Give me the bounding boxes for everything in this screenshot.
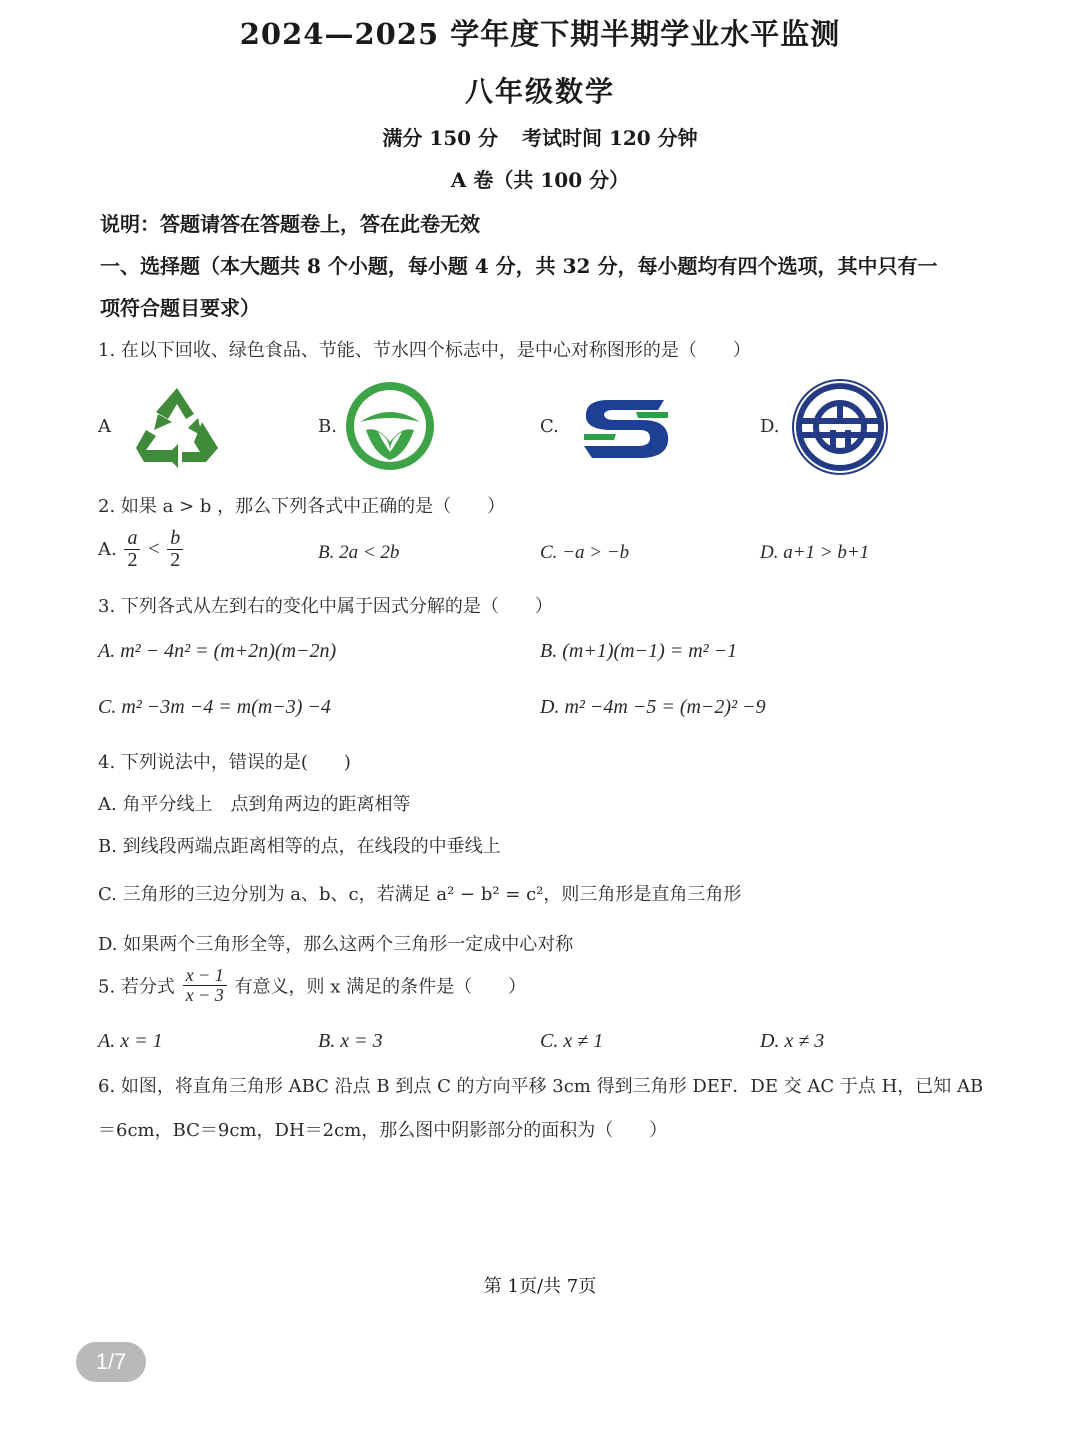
- option-text: C. x ≠ 1: [540, 1030, 604, 1052]
- question-3-option-c: [98, 696, 331, 719]
- option-text: B. x = 3: [318, 1030, 383, 1052]
- numerator: x − 1: [183, 966, 227, 986]
- instructions-note: 说明：答题请答在答题卷上，答在此卷无效: [100, 212, 480, 236]
- question-4-option-b: B. 到线段两端点距离相等的点，在线段的中垂线上: [98, 836, 501, 857]
- question-1-stem: 1. 在以下回收、绿色食品、节能、节水四个标志中，是中心对称图形的是（ ）: [98, 340, 751, 361]
- denominator: 2: [170, 549, 181, 571]
- water-saving-icon: [790, 378, 890, 476]
- question-3-option-a: [98, 640, 336, 663]
- denominator: x − 3: [185, 984, 224, 1005]
- option-text: A. m² − 4n² = (m+2n)(m−2n): [98, 640, 337, 662]
- option-text: C. −a > −b: [540, 542, 630, 563]
- part1-heading-line1: 一、选择题（本大题共 8 个小题，每小题 4 分，共 32 分，每小题均有四个选项，其中只有一: [100, 254, 938, 278]
- option-text: D. m² −4m −5 = (m−2)² −9: [540, 696, 766, 718]
- numerator: a: [124, 528, 140, 550]
- question-3-option-b: [540, 640, 737, 663]
- fraction-x-minus-1-over-x-minus-3: [183, 966, 227, 1005]
- question-6-line2: ＝6cm，BC＝9cm，DH＝2cm，那么图中阴影部分的面积为（ ）: [98, 1120, 668, 1141]
- question-5-option-c: [540, 1030, 603, 1053]
- question-2-option-d: [760, 542, 869, 564]
- recycle-icon: [132, 384, 222, 468]
- page-indicator-badge[interactable]: 1/7: [76, 1342, 146, 1382]
- page-footer: 第 1页/共 7页: [483, 1276, 597, 1297]
- question-6-line1: 6. 如图，将直角三角形 ABC 沿点 B 到点 C 的方向平移 3cm 得到三角形 DEF．DE 交 AC 于点 H，已知 AB: [98, 1076, 984, 1097]
- question-2-option-b: [318, 542, 399, 564]
- question-4-option-d: D. 如果两个三角形全等，那么这两个三角形一定成中心对称: [98, 934, 574, 955]
- exam-subject: 八年级数学: [464, 75, 615, 108]
- stem-suffix: 有意义，则 x 满足的条件是（ ）: [234, 976, 527, 998]
- question-2-option-c: [540, 542, 629, 564]
- less-than-sign: <: [148, 538, 160, 560]
- numerator: b: [167, 528, 183, 550]
- question-5-option-b: [318, 1030, 383, 1053]
- fraction-a-over-2: [124, 528, 140, 571]
- question-3-stem: 3. 下列各式从左到右的变化中属于因式分解的是（ ）: [98, 596, 553, 617]
- question-4-option-a: A. 角平分线上 点到角两边的距离相等: [98, 794, 411, 815]
- denominator: 2: [127, 549, 138, 571]
- green-food-icon: [344, 380, 436, 472]
- question-4-stem: 4. 下列说法中，错误的是( ): [98, 752, 351, 773]
- stem-prefix: 5. 若分式: [98, 976, 175, 998]
- question-3-option-d: [540, 696, 766, 719]
- question-1-option-a-label: A: [98, 416, 111, 437]
- exam-meta: [0, 122, 1080, 151]
- question-2-stem: 2. 如果 a > b ，那么下列各式中正确的是（ ）: [98, 496, 506, 517]
- fraction-b-over-2: [167, 528, 183, 571]
- option-text: D. x ≠ 3: [760, 1030, 825, 1052]
- question-1-option-d-label: D.: [760, 416, 780, 437]
- section-a-heading: A 卷（共 100 分）: [450, 168, 630, 192]
- option-text: B. (m+1)(m−1) = m² −1: [540, 640, 738, 662]
- exam-title: 2024—2025 学年度下期半期学业水平监测: [239, 17, 841, 51]
- option-text: B. 2a < 2b: [318, 542, 400, 563]
- option-text: A. x = 1: [98, 1030, 163, 1052]
- question-2-option-a: [98, 528, 185, 571]
- question-1-option-c-label: C.: [540, 416, 559, 437]
- full-score: 满分 150 分: [382, 126, 498, 150]
- energy-saving-icon: [578, 390, 674, 462]
- option-text: D. a+1 > b+1: [760, 542, 870, 563]
- exam-time: 考试时间 120 分钟: [522, 126, 698, 150]
- question-1-option-b-label: B.: [318, 416, 337, 437]
- option-text: C. m² −3m −4 = m(m−3) −4: [98, 696, 331, 718]
- question-5-stem: [98, 966, 526, 1005]
- question-5-option-d: [760, 1030, 824, 1053]
- question-5-option-a: [98, 1030, 163, 1053]
- question-4-option-c: C. 三角形的三边分别为 a、b、c，若满足 a² − b² = c²，则三角形是直角三角形: [98, 884, 742, 905]
- part1-heading-line2: 项符合题目要求）: [100, 296, 260, 320]
- option-a-label: A.: [98, 539, 117, 560]
